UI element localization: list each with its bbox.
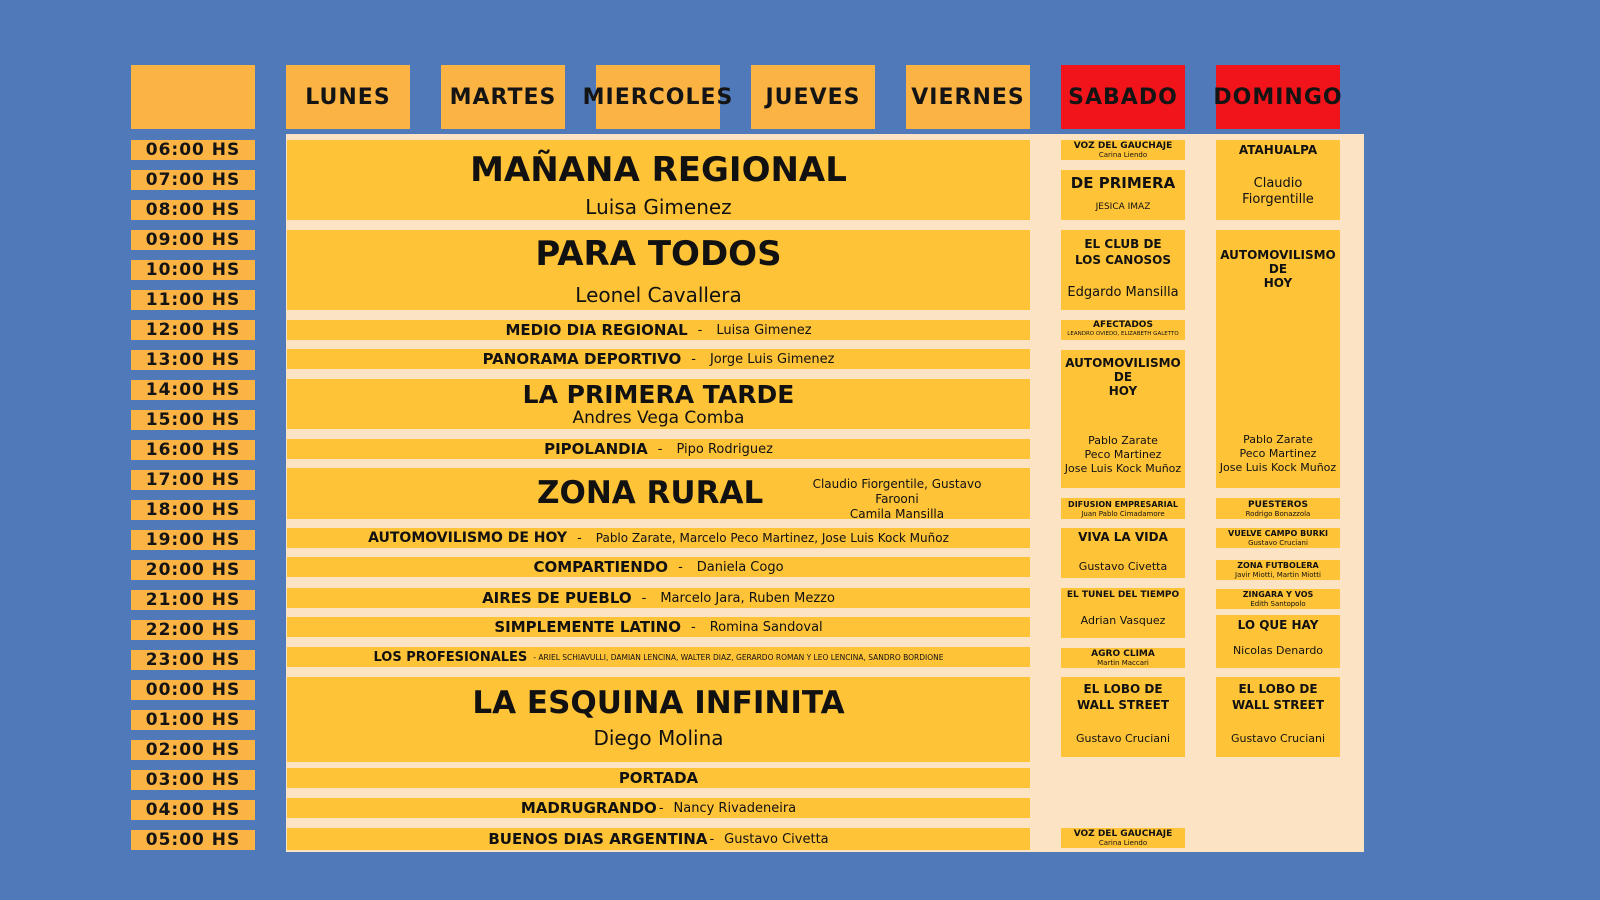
- program-title: AUTOMOVILISMO DE HOY: [368, 530, 568, 546]
- separator: -: [697, 322, 703, 338]
- program-host-line: Jose Luis Kock Muñoz: [1064, 462, 1182, 475]
- header-corner: [131, 65, 255, 129]
- sun-zingara-y-vos: [1216, 589, 1340, 609]
- program-title: LA ESQUINA INFINITA: [472, 685, 845, 721]
- program-aires-de-pueblo: [287, 588, 1030, 608]
- sat-afectados: [1061, 320, 1185, 340]
- sun-puesteros: [1216, 498, 1340, 519]
- program-host-line: Claudio Fiorgentile, Gustavo Farooni: [812, 477, 982, 506]
- program-host-line: Pablo Zarate: [1243, 433, 1313, 446]
- time-slot: 17:00 HS: [131, 470, 255, 490]
- program-host: Luisa Gimenez: [585, 195, 732, 219]
- program-title: VOZ DEL GAUCHAJE: [1073, 829, 1173, 839]
- sat-voz-del-gauchaje: [1061, 140, 1185, 160]
- time-slot: 21:00 HS: [131, 590, 255, 610]
- program-host-line: Peco Martinez: [1084, 448, 1162, 461]
- program-title-line: LOS CANOSOS: [1074, 253, 1172, 267]
- program-title: BUENOS DIAS ARGENTINA: [488, 830, 708, 848]
- program-host: Edith Santopolo: [1250, 600, 1306, 608]
- program-pipolandia: [287, 439, 1030, 459]
- program-title: PIPOLANDIA: [544, 440, 648, 458]
- program-title: VOZ DEL GAUCHAJE: [1073, 141, 1173, 151]
- sat-el-tunel-del-tiempo: [1061, 588, 1185, 638]
- day-header-jueves: JUEVES: [751, 65, 875, 129]
- program-host-line: Peco Martinez: [1239, 447, 1317, 460]
- program-manana-regional: [287, 140, 1030, 220]
- sat-voz-del-gauchaje-late: [1061, 828, 1185, 848]
- program-title: SIMPLEMENTE LATINO: [494, 618, 681, 636]
- program-host: Edgardo Mansilla: [1067, 285, 1179, 300]
- sat-viva-la-vida: [1061, 528, 1185, 578]
- separator: -: [577, 530, 582, 546]
- program-title: DIFUSION EMPRESARIAL: [1068, 500, 1178, 509]
- program-host-line: Claudio: [1253, 176, 1303, 191]
- sun-lo-que-hay: [1216, 615, 1340, 668]
- program-host: Carina Liendo: [1098, 151, 1148, 159]
- program-panorama-deportivo: [287, 349, 1030, 369]
- program-host: Daniela Cogo: [696, 559, 784, 575]
- program-title: AIRES DE PUEBLO: [482, 589, 632, 607]
- time-slot: 07:00 HS: [131, 170, 255, 190]
- program-portada: [287, 768, 1030, 788]
- day-header-sabado: SABADO: [1061, 65, 1185, 129]
- program-title: VUELVE CAMPO BURKI: [1228, 529, 1328, 538]
- program-host: Nicolas Denardo: [1232, 644, 1324, 657]
- program-title-line: EL LOBO DE: [1238, 682, 1318, 696]
- sat-de-primera: [1061, 170, 1185, 220]
- time-slot: 22:00 HS: [131, 620, 255, 640]
- time-slot: 18:00 HS: [131, 500, 255, 520]
- program-host: Javir Miotti, Martin Miotti: [1235, 571, 1321, 579]
- program-host: Martin Maccari: [1097, 659, 1149, 667]
- sun-atahualpa: [1216, 140, 1340, 220]
- program-simplemente-latino: [287, 617, 1030, 637]
- program-host: Gustavo Cruciani: [1230, 732, 1326, 745]
- program-host: Pipo Rodriguez: [676, 441, 773, 457]
- time-slot: 10:00 HS: [131, 260, 255, 280]
- program-host: Juan Pablo Cimadamore: [1081, 510, 1165, 518]
- program-title: MAÑANA REGIONAL: [470, 150, 847, 190]
- program-madrugrando: [287, 798, 1030, 818]
- program-title-line: WALL STREET: [1076, 698, 1170, 712]
- program-la-esquina-infinita: [287, 677, 1030, 762]
- program-title-line: HOY: [1263, 276, 1293, 290]
- program-title: AFECTADOS: [1093, 320, 1153, 330]
- program-host: LEANDRO OVIEDO, ELIZABETH GALETTO: [1067, 331, 1179, 337]
- program-host: Luisa Gimenez: [716, 322, 812, 338]
- day-header-domingo: DOMINGO: [1216, 65, 1340, 129]
- program-title: LA PRIMERA TARDE: [522, 380, 795, 409]
- program-title-line: DE: [1113, 370, 1133, 384]
- program-title: PARA TODOS: [535, 234, 782, 274]
- program-host-line: Fiorgentille: [1242, 192, 1314, 207]
- program-host-line: Camila Mansilla: [849, 507, 945, 521]
- day-header-martes: MARTES: [441, 65, 565, 129]
- time-slot: 23:00 HS: [131, 650, 255, 670]
- program-title-line: AUTOMOVILISMO: [1065, 356, 1181, 370]
- time-slot: 20:00 HS: [131, 560, 255, 580]
- time-slot: 03:00 HS: [131, 770, 255, 790]
- sat-el-lobo-de-wall-street: [1061, 677, 1185, 757]
- time-slot: 02:00 HS: [131, 740, 255, 760]
- program-title: LOS PROFESIONALES: [373, 649, 528, 665]
- program-title: ATAHUALPA: [1238, 143, 1318, 157]
- program-los-profesionales: [287, 647, 1030, 667]
- program-title: ZONA RURAL: [537, 475, 764, 511]
- program-host: Gustavo Civetta: [724, 831, 829, 847]
- program-host: Gustavo Cruciani: [1075, 732, 1171, 745]
- program-title: EL TUNEL DEL TIEMPO: [1066, 590, 1180, 600]
- program-title: VIVA LA VIDA: [1078, 530, 1168, 544]
- sun-vuelve-campo-burki: [1216, 528, 1340, 548]
- program-buenos-dias-argentina: [287, 828, 1030, 850]
- time-slot: 01:00 HS: [131, 710, 255, 730]
- day-header-miercoles: MIERCOLES: [596, 65, 720, 129]
- program-title: PANORAMA DEPORTIVO: [482, 350, 682, 368]
- time-slot: 12:00 HS: [131, 320, 255, 340]
- separator: -: [691, 351, 696, 367]
- separator: -: [658, 800, 664, 816]
- program-title: COMPARTIENDO: [533, 558, 669, 576]
- program-title: PORTADA: [618, 769, 699, 787]
- sun-automovilismo-de-hoy: [1216, 230, 1340, 488]
- separator: -: [709, 831, 715, 847]
- program-title: AGRO CLIMA: [1091, 649, 1155, 659]
- program-host: Leonel Cavallera: [575, 283, 742, 307]
- time-slot: 06:00 HS: [131, 140, 255, 160]
- program-title-line: WALL STREET: [1231, 698, 1325, 712]
- program-para-todos: [287, 230, 1030, 310]
- program-title: PUESTEROS: [1248, 500, 1308, 510]
- program-host: Marcelo Jara, Ruben Mezzo: [660, 590, 835, 606]
- time-slot: 15:00 HS: [131, 410, 255, 430]
- day-header-viernes: VIERNES: [906, 65, 1030, 129]
- program-host: Gustavo Civetta: [1078, 560, 1168, 573]
- program-host: [797, 477, 997, 522]
- sat-automovilismo-de-hoy: [1061, 350, 1185, 488]
- program-host: Pablo Zarate, Marcelo Peco Martinez, Jose Luis Kock Muñoz: [595, 531, 949, 545]
- program-host-line: Jose Luis Kock Muñoz: [1219, 461, 1337, 474]
- program-host: Carina Liendo: [1098, 839, 1148, 847]
- separator: -: [641, 590, 647, 606]
- program-host: Rodrigo Bonazzola: [1245, 510, 1311, 518]
- program-title: DE PRIMERA: [1070, 174, 1176, 192]
- program-host: JESICA IMAZ: [1095, 202, 1151, 212]
- program-title-line: EL LOBO DE: [1083, 682, 1163, 696]
- program-host: Diego Molina: [593, 726, 724, 750]
- program-title: LO QUE HAY: [1237, 618, 1319, 632]
- time-slot: 19:00 HS: [131, 530, 255, 550]
- program-title-line: HOY: [1108, 384, 1138, 398]
- sat-agro-clima: [1061, 648, 1185, 668]
- time-slot: 13:00 HS: [131, 350, 255, 370]
- program-automovilismo-de-hoy: [287, 528, 1030, 548]
- program-title: ZONA FUTBOLERA: [1237, 561, 1319, 570]
- program-title-line: AUTOMOVILISMO: [1220, 248, 1336, 262]
- separator: -: [657, 441, 663, 457]
- program-title: MEDIO DIA REGIONAL: [505, 321, 688, 339]
- program-host: - ARIEL SCHIAVULLI, DAMIAN LENCINA, WALTER DIAZ, GERARDO ROMAN Y LEO LENCINA, SANDRO BORDIONE: [533, 652, 944, 662]
- time-slot: 04:00 HS: [131, 800, 255, 820]
- program-title-line: DE: [1268, 262, 1288, 276]
- program-la-primera-tarde: [287, 379, 1030, 429]
- time-slot: 00:00 HS: [131, 680, 255, 700]
- time-slot: 11:00 HS: [131, 290, 255, 310]
- time-slot: 05:00 HS: [131, 830, 255, 850]
- separator: -: [678, 559, 683, 575]
- time-slot: 08:00 HS: [131, 200, 255, 220]
- time-slot: 14:00 HS: [131, 380, 255, 400]
- program-host: Andres Vega Comba: [572, 408, 745, 428]
- program-host: Nancy Rivadeneira: [673, 800, 797, 816]
- time-slot: 16:00 HS: [131, 440, 255, 460]
- program-title-line: EL CLUB DE: [1084, 237, 1162, 251]
- program-zona-rural: [287, 468, 1030, 519]
- program-title: ZINGARA Y VOS: [1242, 590, 1314, 599]
- day-header-lunes: LUNES: [286, 65, 410, 129]
- sat-difusion-empresarial: [1061, 498, 1185, 519]
- program-host: Jorge Luis Gimenez: [709, 351, 835, 367]
- program-host: Adrian Vasquez: [1080, 614, 1166, 627]
- program-title: MADRUGRANDO: [520, 799, 657, 817]
- program-host: Gustavo Cruciani: [1248, 539, 1308, 547]
- sat-el-club-de-los-canosos: [1061, 230, 1185, 310]
- separator: -: [691, 619, 696, 635]
- program-medio-dia-regional: [287, 320, 1030, 340]
- sun-el-lobo-de-wall-street: [1216, 677, 1340, 757]
- program-host-line: Pablo Zarate: [1088, 434, 1158, 447]
- time-slot: 09:00 HS: [131, 230, 255, 250]
- program-compartiendo: [287, 557, 1030, 577]
- program-host: Romina Sandoval: [709, 619, 823, 635]
- sun-zona-futbolera: [1216, 560, 1340, 580]
